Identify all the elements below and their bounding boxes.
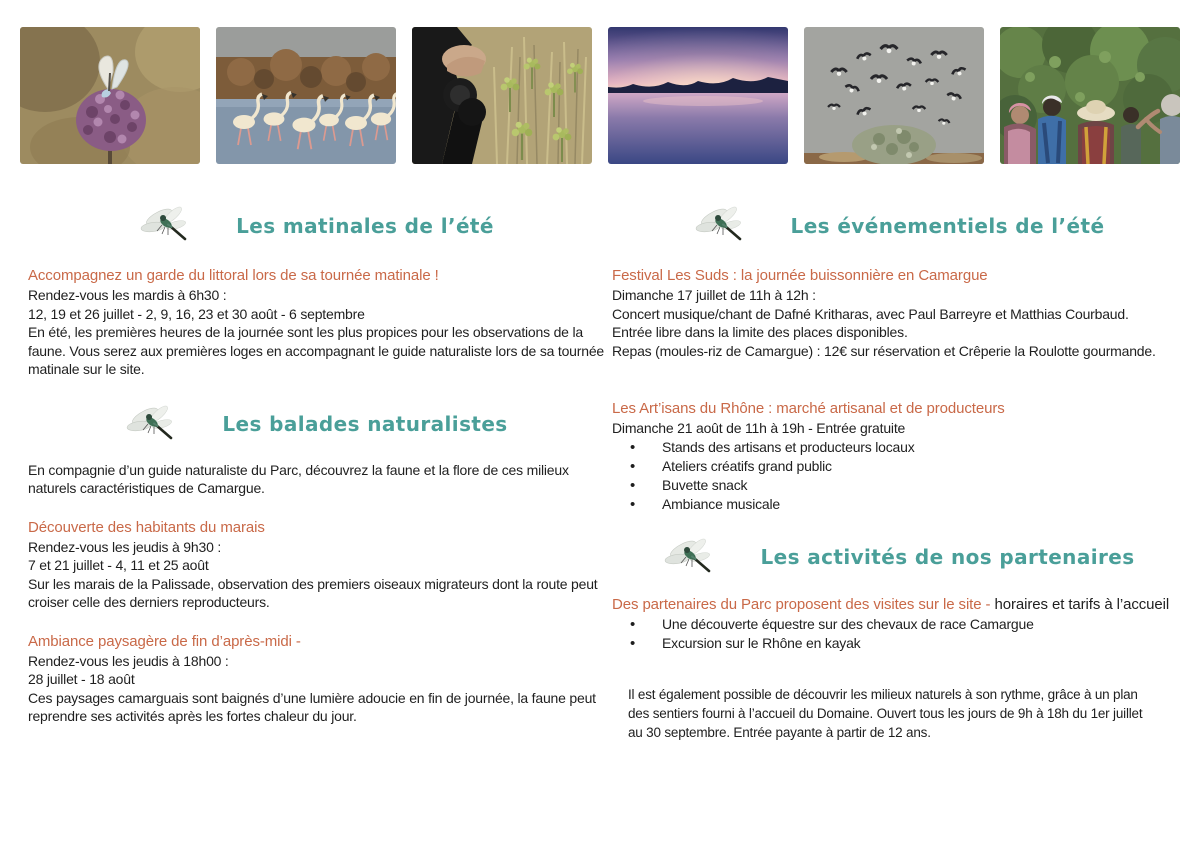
left-column: [28, 205, 606, 726]
event-description: Concert musique/chant de Dafné Kritharas, avec Paul Barreyre et Matthias Courbaud.: [612, 305, 1129, 322]
section-matinales-header: [28, 205, 606, 247]
event-schedule: Rendez-vous les jeudis à 18h00 :: [28, 652, 229, 669]
event-title-note: horaires et tarifs à l’accueil: [994, 595, 1170, 613]
event-dates: 28 juillet - 18 août: [28, 671, 135, 687]
event-title: Les Art’isans du Rhône : marché artisanal et de producteurs: [612, 400, 1005, 417]
bullet-item: • Ateliers créatifs grand public: [612, 457, 1187, 476]
photo-guided-group: [1000, 27, 1180, 164]
bullet-item: • Une découverte équestre sur des chevaux de race Camargue: [612, 615, 1187, 634]
photo-flamingos: [216, 27, 396, 164]
section-title: Les balades naturalistes: [222, 412, 508, 437]
partner-bullet-list: [612, 615, 1187, 653]
bullet-item: • Excursion sur le Rhône en kayak: [612, 634, 1187, 653]
event-title: Découverte des habitants du marais: [28, 518, 265, 536]
section-title: Les matinales de l’été: [236, 213, 494, 238]
event-dates: 7 et 21 juillet - 4, 11 et 25 août: [28, 557, 209, 573]
event-dates: 12, 19 et 26 juillet - 2, 9, 16, 23 et 30 août - 6 septembre: [28, 305, 365, 322]
dragonfly-icon: [664, 538, 716, 578]
photo-photographer: [412, 27, 592, 164]
section-title: Les activités de nos partenaires: [760, 545, 1135, 570]
section-evenementiels-header: [612, 205, 1187, 247]
event-description: En été, les premières heures de la journée sont les plus propices pour les observations de la faune. Vous serez aux premières loges en accompagnant le guide naturaliste lors de sa tournée matinale sur le site.: [28, 324, 604, 377]
event-description: Ces paysages camarguais sont baignés d’une lumière adoucie en fin de journée, la faune peut reprendre ses activités après les fortes chaleur du jour.: [28, 689, 596, 724]
event-title: Accompagnez un garde du littoral lors de sa tournée matinale !: [28, 267, 439, 284]
photo-strip: [20, 27, 1180, 164]
right-column: [612, 205, 1187, 742]
dragonfly-icon: [126, 405, 178, 445]
event-description: Entrée libre dans la limite des places disponibles.: [612, 324, 908, 340]
event-schedule: Rendez-vous les jeudis à 9h30 :: [28, 538, 222, 555]
event-title: Des partenaires du Parc proposent des visites sur le site - horaires et tarifs à l’accueil: [612, 595, 1170, 613]
event-title: Ambiance paysagère de fin d’après-midi -: [28, 632, 301, 650]
photo-butterfly-on-flower: [20, 27, 200, 164]
event-schedule: Dimanche 17 juillet de 11h à 12h :: [612, 287, 816, 303]
event-schedule: Rendez-vous les mardis à 6h30 :: [28, 287, 227, 303]
bullet-item: • Stands des artisans et producteurs locaux: [612, 438, 1187, 457]
photo-birds-in-flight: [804, 27, 984, 164]
bullet-item: • Ambiance musicale: [612, 495, 1187, 514]
event-schedule: Dimanche 21 août de 11h à 19h - Entrée gratuite: [612, 420, 906, 436]
section-title: Les événementiels de l’été: [790, 213, 1105, 238]
dragonfly-icon: [140, 206, 192, 246]
market-bullet-list: [612, 438, 1187, 514]
section-intro: En compagnie d’un guide naturaliste du Parc, découvrez la faune et la flore de ces milieux naturels caractéristiques de Camargue.: [28, 461, 569, 496]
section-balades-header: [28, 404, 606, 446]
footer-note: Il est également possible de découvrir les milieux naturels à son rythme, grâce à un plan des sentiers fourni à l’accueil du Domaine. Ouvert tous les jours de 9h à 18h du 1er juillet au 30 septembre. Entrée payante à partir de 12 ans.: [628, 686, 1143, 740]
dragonfly-icon: [695, 206, 747, 246]
event-description: Repas (moules-riz de Camargue) : 12€ sur réservation et Crêperie la Roulotte gourmande.: [612, 342, 1156, 359]
event-title: Festival Les Suds : la journée buissonnière en Camargue: [612, 267, 988, 284]
event-description: Sur les marais de la Palissade, observation des premiers oiseaux migrateurs dont la route peut croiser celle des derniers reproducteurs.: [28, 575, 598, 610]
bullet-item: • Buvette snack: [612, 476, 1187, 495]
photo-sunset-lagoon: [608, 27, 788, 164]
section-partenaires-header: [612, 537, 1187, 579]
